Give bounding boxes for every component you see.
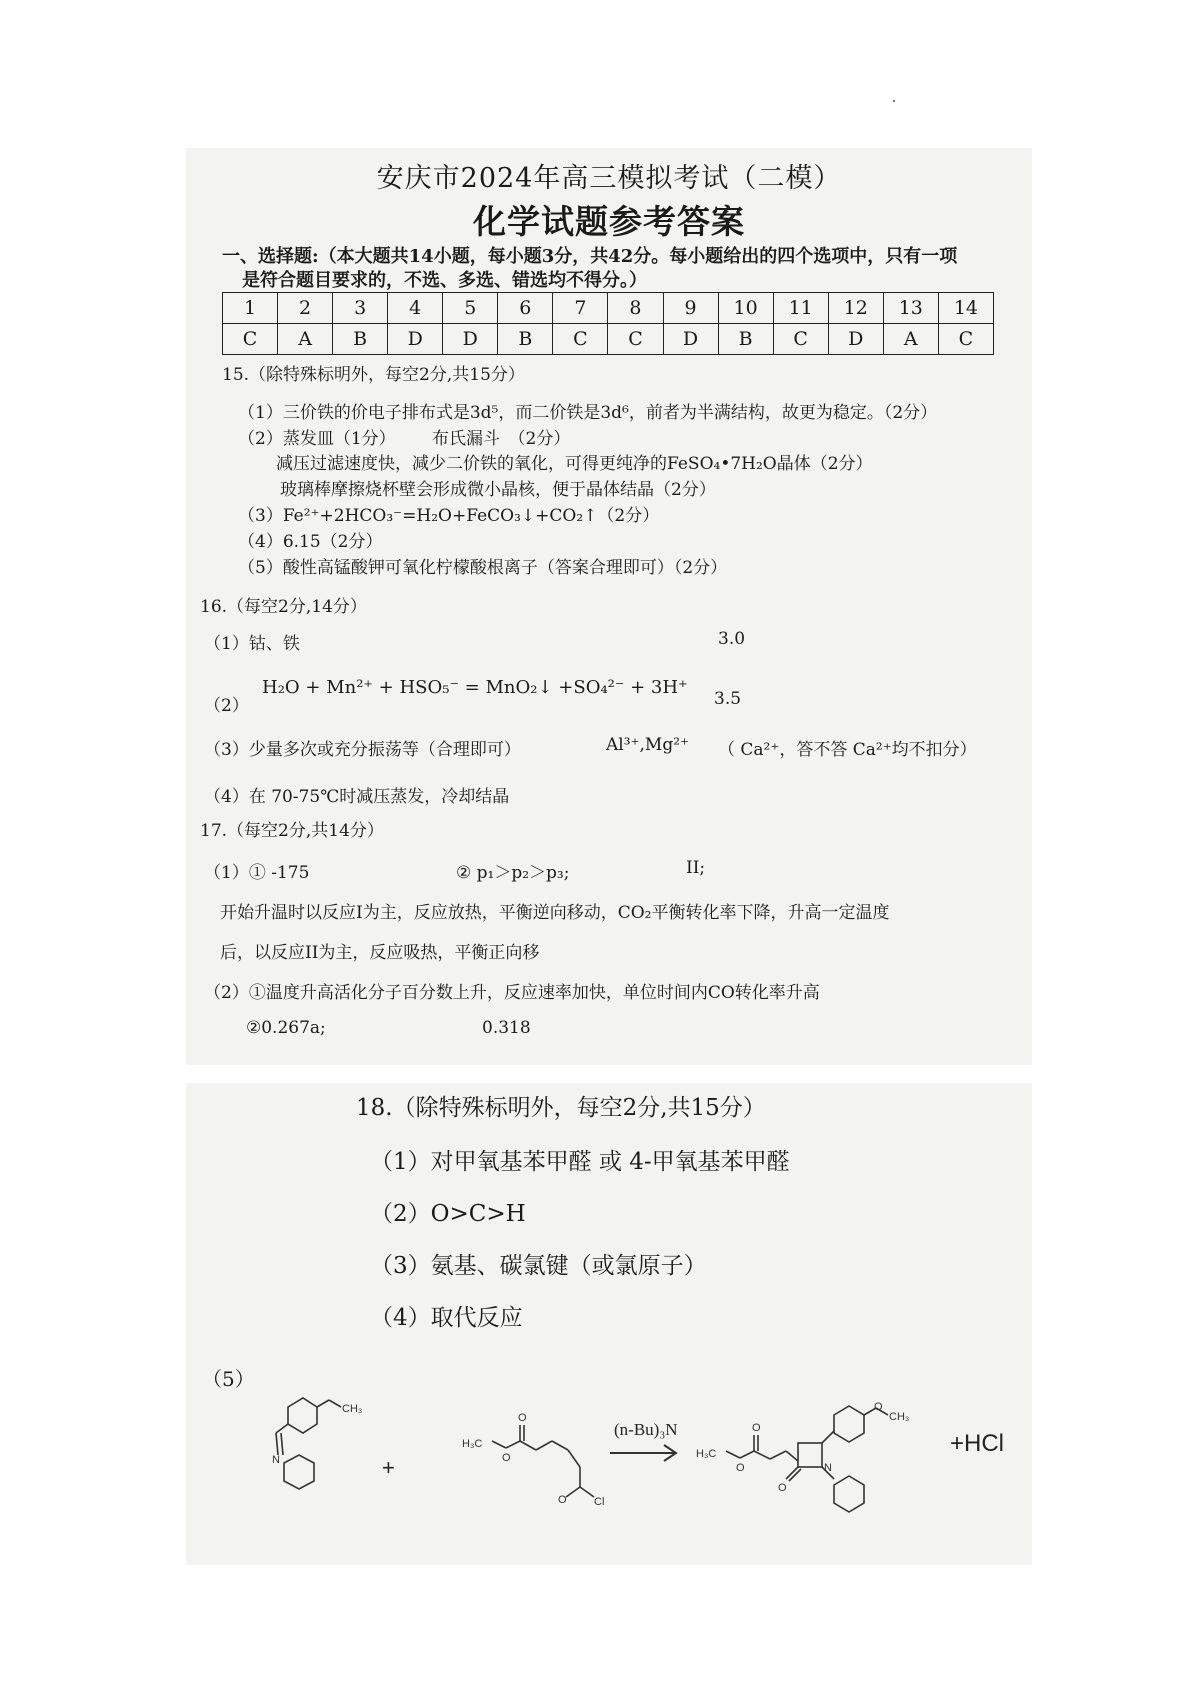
mc-answer-row — [223, 324, 994, 355]
mc-answer-cell: B — [333, 324, 388, 355]
mc-answer-cell: D — [443, 324, 498, 355]
mc-answer-cell: C — [773, 324, 828, 355]
q18-answer-5-label: （5） — [202, 1367, 255, 1391]
product-ch3-label: CH₃ — [889, 1411, 910, 1423]
q16-answer-4: （4）在 70-75℃时减压蒸发，冷却结晶 — [204, 787, 510, 807]
lactam-n-label: N — [824, 1462, 832, 1474]
q15-answer-2-line2: 减压过滤速度快，减少二价铁的氧化，可得更纯净的FeSO₄•7H₂O晶体（2分） — [276, 454, 873, 474]
q18-answer-3: （3）氨基、碳氯键（或氯原子） — [370, 1253, 707, 1279]
answer-panel-1 — [186, 148, 1032, 1065]
carbonyl-o-label: O — [518, 1412, 527, 1424]
mc-number-cell: 4 — [388, 293, 443, 324]
mc-number-cell: 1 — [223, 293, 278, 324]
section1-instruction-line1: 一、选择题:（本大题共14小题，每小题3分，共42分。每小题给出的四个选项中，只有一项 — [222, 246, 958, 267]
acyl-o-label: O — [558, 1494, 567, 1506]
mc-number-cell: 10 — [718, 293, 773, 324]
mc-answer-cell: C — [553, 324, 608, 355]
mc-number-cell: 13 — [883, 293, 938, 324]
mc-number-cell: 7 — [553, 293, 608, 324]
cl-label: Cl — [594, 1496, 605, 1508]
product-carbonyl-o-label: O — [752, 1422, 761, 1434]
q15-header: 15.（除特殊标明外，每空2分,共15分） — [222, 365, 525, 385]
q15-answer-3: （3）Fe²⁺+2HCO₃⁻=H₂O+FeCO₃↓+CO₂↑（2分） — [238, 506, 660, 526]
q16-answer-3-ions: Al³⁺,Mg²⁺ — [606, 735, 689, 755]
lactam-o-label: O — [778, 1482, 787, 1494]
mc-number-cell: 12 — [828, 293, 883, 324]
four-membered-ring — [798, 1443, 822, 1467]
beta-lactam-structure — [726, 1406, 888, 1512]
scan-speck — [893, 100, 895, 102]
mc-number-cell: 5 — [443, 293, 498, 324]
q16-equation: H₂O + Mn²⁺ + HSO₅⁻ = MnO₂↓ +SO₄²⁻ + 3H⁺ — [262, 677, 688, 698]
mc-answer-cell: B — [718, 324, 773, 355]
mc-number-cell: 8 — [608, 293, 663, 324]
mc-answer-cell: A — [278, 324, 333, 355]
q15-answer-2b: 布氏漏斗 （2分） — [432, 429, 571, 449]
product-ester-o-label: O — [736, 1462, 745, 1474]
q17-answer-1-line3: 后，以反应II为主，反应吸热，平衡正向移 — [220, 943, 540, 963]
hcl-byproduct: +HCl — [950, 1430, 1005, 1457]
mc-number-cell: 2 — [278, 293, 333, 324]
mc-answer-cell: C — [223, 324, 278, 355]
q18-answer-1: （1）对甲氧基苯甲醛 或 4-甲氧基苯甲醛 — [370, 1149, 790, 1175]
mc-answer-cell: B — [498, 324, 553, 355]
ester-o-label: O — [502, 1452, 511, 1464]
mc-number-cell: 3 — [333, 293, 388, 324]
imine-n-label: N — [272, 1454, 280, 1466]
q17-answer-2b: 0.318 — [482, 1018, 531, 1038]
reagent-label: (n-Bu)₃N — [614, 1420, 678, 1439]
q17-header: 17.（每空2分,共14分） — [200, 821, 384, 841]
reaction-scheme — [58, 1363, 1038, 1573]
mc-number-cell: 6 — [498, 293, 553, 324]
methoxy-o-label: O — [874, 1401, 883, 1413]
q16-answer-2-label: （2） — [204, 696, 249, 716]
q18-answer-4: （4）取代反应 — [370, 1305, 523, 1331]
mc-number-row — [223, 293, 994, 324]
q17-answer-1c: II; — [686, 858, 706, 878]
mc-answer-table — [222, 292, 994, 355]
ch3-label: CH₃ — [342, 1403, 363, 1415]
q16-answer-3: （3）少量多次或充分振荡等（合理即可） — [204, 740, 521, 760]
mc-answer-cell: C — [608, 324, 663, 355]
mc-answer-cell: C — [938, 324, 993, 355]
q17-answer-2a: ②0.267a; — [246, 1018, 326, 1038]
q17-answer-1b: ② p₁＞p₂＞p₃; — [456, 863, 570, 883]
q15-answer-1: （1）三价铁的价电子排布式是3d⁵，而二价铁是3d⁶，前者为半满结构，故更为稳定。（2分） — [238, 403, 938, 423]
q17-answer-2-line1: （2）①温度升高活化分子百分数上升，反应速率加快，单位时间内CO转化率升高 — [204, 983, 820, 1003]
q15-answer-2a: （2）蒸发皿（1分） — [238, 429, 396, 449]
mc-number-cell: 11 — [773, 293, 828, 324]
mc-number-cell: 9 — [663, 293, 718, 324]
plus-sign: + — [382, 1455, 395, 1480]
methoxyphenyl-ring — [288, 1398, 317, 1433]
q16-header: 16.（每空2分,14分） — [200, 597, 367, 617]
q18-answer-2: （2）O>C>H — [370, 1201, 526, 1227]
section1-instruction-line2: 是符合题目要求的，不选、多选、错选均不得分。） — [242, 270, 647, 291]
mc-answer-cell: A — [883, 324, 938, 355]
q17-answer-1a: （1）① -175 — [204, 863, 310, 883]
q15-answer-5: （5）酸性高锰酸钾可氧化柠檬酸根离子（答案合理即可）（2分） — [238, 558, 728, 578]
q15-answer-4: （4）6.15（2分） — [238, 532, 383, 552]
q17-answer-1-line2: 开始升温时以反应I为主，反应放热，平衡逆向移动，CO₂平衡转化率下降，升高一定温度 — [220, 903, 890, 923]
product-phenyl-ring — [834, 1476, 864, 1512]
q16-answer-2-value: 3.5 — [714, 689, 742, 709]
mc-answer-cell: D — [828, 324, 883, 355]
imine-structure — [276, 1398, 341, 1489]
phenyl-ring — [284, 1455, 314, 1489]
product-h3c-label: H₃C — [696, 1448, 717, 1460]
q16-answer-3-note: （ Ca²⁺，答不答 Ca²⁺均不扣分） — [718, 740, 977, 760]
mc-answer-cell: D — [663, 324, 718, 355]
q16-answer-1-value: 3.0 — [718, 629, 746, 649]
product-methoxyphenyl-ring — [834, 1406, 864, 1442]
mc-answer-cell: D — [388, 324, 443, 355]
q15-answer-2-line3: 玻璃棒摩擦烧杯壁会形成微小晶核，便于晶体结晶（2分） — [280, 480, 716, 500]
q16-answer-1: （1）钴、铁 — [204, 634, 300, 654]
answer-key-title: 化学试题参考答案 — [473, 202, 745, 241]
mc-number-cell: 14 — [938, 293, 993, 324]
q18-header: 18.（除特殊标明外，每空2分,共15分） — [356, 1095, 766, 1121]
h3c-label: H₃C — [462, 1438, 483, 1450]
exam-title: 安庆市2024年高三模拟考试（二模） — [376, 163, 842, 194]
